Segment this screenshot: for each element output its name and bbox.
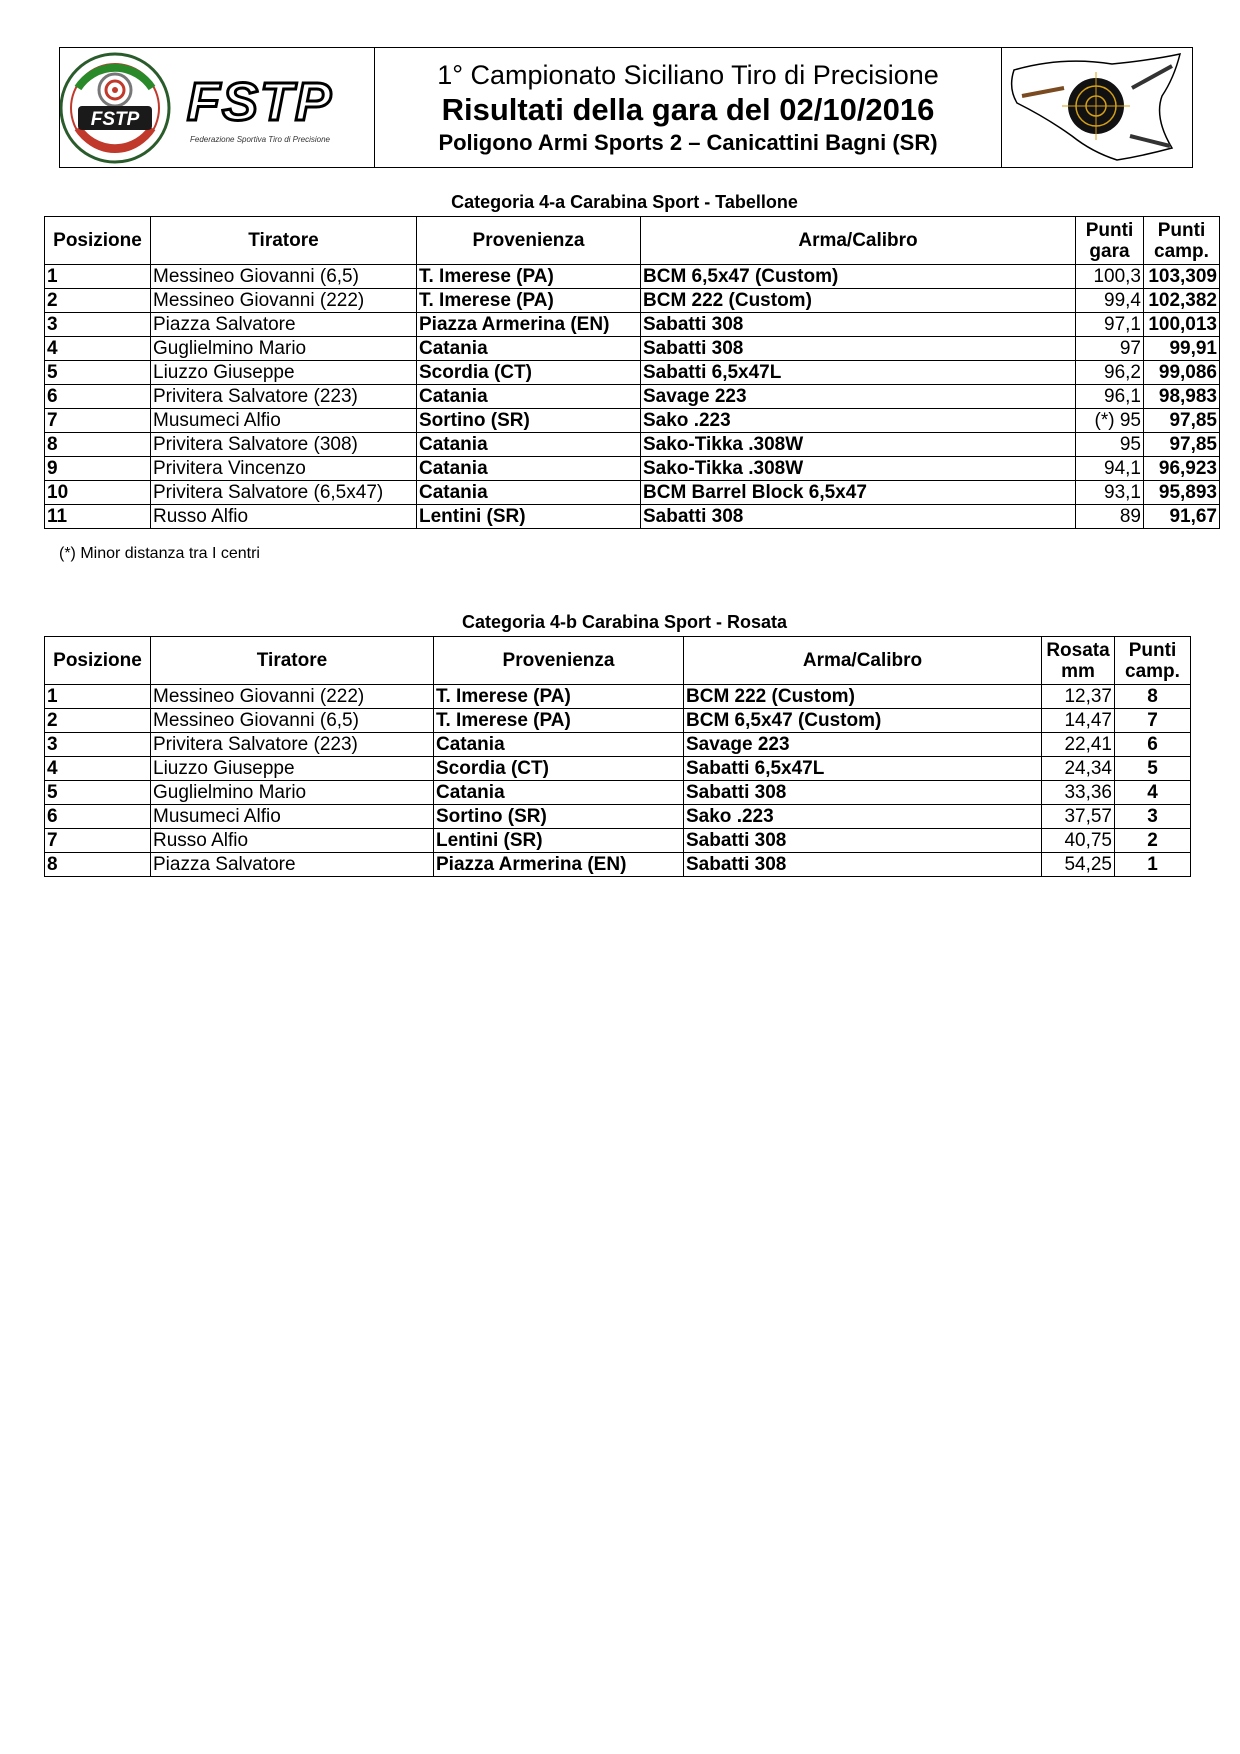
cell-punti-camp: 8 <box>1115 685 1191 709</box>
cell-provenienza: Catania <box>434 733 684 757</box>
table-row <box>45 289 1220 313</box>
fstp-logo-icon <box>60 48 372 167</box>
table-row <box>45 757 1191 781</box>
cell-punti-camp: 7 <box>1115 709 1191 733</box>
cell-arma: Sabatti 6,5x47L <box>641 361 1076 385</box>
table-row <box>45 265 1220 289</box>
cell-posizione: 11 <box>45 505 151 529</box>
header-tiratore: Tiratore <box>151 637 434 685</box>
cell-rosata: 12,37 <box>1042 685 1115 709</box>
header-arma-calibro: Arma/Calibro <box>684 637 1042 685</box>
header-punti-camp: Punti camp. <box>1115 637 1191 685</box>
cell-punti-gara: 96,2 <box>1076 361 1144 385</box>
table-row <box>45 481 1220 505</box>
cell-provenienza: Catania <box>417 385 641 409</box>
cell-punti-gara: 95 <box>1076 433 1144 457</box>
cell-provenienza: Lentini (SR) <box>417 505 641 529</box>
cell-posizione: 6 <box>45 385 151 409</box>
cell-provenienza: Catania <box>417 457 641 481</box>
venue-title: Poligono Armi Sports 2 – Canicattini Bagni (SR) <box>438 129 938 155</box>
cell-posizione: 7 <box>45 409 151 433</box>
cell-rosata: 14,47 <box>1042 709 1115 733</box>
logo-tagline: Federazione Sportiva Tiro di Precisione <box>190 135 330 144</box>
cell-punti-gara: 93,1 <box>1076 481 1144 505</box>
cell-arma: Sabatti 308 <box>684 853 1042 877</box>
cell-punti-gara: 100,3 <box>1076 265 1144 289</box>
cell-arma: Sabatti 308 <box>641 505 1076 529</box>
cell-rosata: 33,36 <box>1042 781 1115 805</box>
table-b-title: Categoria 4-b Carabina Sport - Rosata <box>461 612 788 632</box>
cell-punti-gara: 99,4 <box>1076 289 1144 313</box>
cell-punti-camp: 99,086 <box>1144 361 1220 385</box>
cell-posizione: 1 <box>45 265 151 289</box>
cell-posizione: 5 <box>45 781 151 805</box>
championship-title: 1° Campionato Siciliano Tiro di Precisione <box>437 59 939 90</box>
cell-tiratore: Privitera Salvatore (6,5x47) <box>151 481 417 505</box>
cell-tiratore: Piazza Salvatore <box>151 313 417 337</box>
cell-punti-camp: 102,382 <box>1144 289 1220 313</box>
cell-punti-gara: 97 <box>1076 337 1144 361</box>
table-row <box>45 781 1191 805</box>
header-tiratore: Tiratore <box>151 217 417 265</box>
cell-tiratore: Privitera Vincenzo <box>151 457 417 481</box>
cell-tiratore: Guglielmino Mario <box>151 337 417 361</box>
cell-tiratore: Piazza Salvatore <box>151 853 434 877</box>
cell-tiratore: Messineo Giovanni (6,5) <box>151 709 434 733</box>
cell-tiratore: Privitera Salvatore (308) <box>151 433 417 457</box>
header-provenienza: Provenienza <box>417 217 641 265</box>
cell-posizione: 2 <box>45 709 151 733</box>
cell-arma: BCM 6,5x47 (Custom) <box>641 265 1076 289</box>
cell-arma: Sabatti 308 <box>684 829 1042 853</box>
cell-punti-camp: 6 <box>1115 733 1191 757</box>
table-row <box>45 337 1220 361</box>
table-row <box>45 853 1191 877</box>
cell-provenienza: Piazza Armerina (EN) <box>417 313 641 337</box>
document-header <box>59 47 1193 168</box>
header-posizione: Posizione <box>45 637 151 685</box>
cell-provenienza: T. Imerese (PA) <box>434 709 684 733</box>
cell-arma: Sako-Tikka .308W <box>641 433 1076 457</box>
cell-punti-camp: 96,923 <box>1144 457 1220 481</box>
results-title: Risultati della gara del 02/10/2016 <box>441 91 935 127</box>
cell-punti-camp: 2 <box>1115 829 1191 853</box>
cell-punti-camp: 97,85 <box>1144 409 1220 433</box>
cell-punti-camp: 95,893 <box>1144 481 1220 505</box>
cell-provenienza: T. Imerese (PA) <box>417 265 641 289</box>
header-rosata-mm: Rosata mm <box>1042 637 1115 685</box>
cell-tiratore: Privitera Salvatore (223) <box>151 733 434 757</box>
sicily-target-icon <box>1002 48 1190 167</box>
cell-arma: BCM 6,5x47 (Custom) <box>684 709 1042 733</box>
table-row <box>45 433 1220 457</box>
cell-punti-camp: 3 <box>1115 805 1191 829</box>
cell-tiratore: Guglielmino Mario <box>151 781 434 805</box>
fstp-logo <box>60 48 375 167</box>
cell-tiratore: Liuzzo Giuseppe <box>151 361 417 385</box>
table-a-title: Categoria 4-a Carabina Sport - Tabellone <box>451 192 798 212</box>
cell-rosata: 24,34 <box>1042 757 1115 781</box>
table-row <box>45 709 1191 733</box>
cell-rosata: 22,41 <box>1042 733 1115 757</box>
cell-tiratore: Russo Alfio <box>151 505 417 529</box>
cell-tiratore: Russo Alfio <box>151 829 434 853</box>
cell-punti-camp: 103,309 <box>1144 265 1220 289</box>
results-table-rosata <box>44 636 1191 877</box>
cell-provenienza: Catania <box>417 337 641 361</box>
cell-provenienza: Sortino (SR) <box>434 805 684 829</box>
cell-provenienza: T. Imerese (PA) <box>417 289 641 313</box>
footnote: (*) Minor distanza tra I centri <box>59 545 260 562</box>
cell-arma: Sabatti 308 <box>641 337 1076 361</box>
table-row <box>45 685 1191 709</box>
cell-rosata: 37,57 <box>1042 805 1115 829</box>
cell-tiratore: Messineo Giovanni (222) <box>151 685 434 709</box>
cell-punti-camp: 99,91 <box>1144 337 1220 361</box>
logo-badge-text: FSTP <box>90 109 140 130</box>
table-row <box>45 733 1191 757</box>
table-row <box>45 361 1220 385</box>
cell-punti-gara: 89 <box>1076 505 1144 529</box>
cell-punti-camp: 100,013 <box>1144 313 1220 337</box>
cell-rosata: 40,75 <box>1042 829 1115 853</box>
cell-posizione: 8 <box>45 853 151 877</box>
cell-punti-camp: 98,983 <box>1144 385 1220 409</box>
cell-tiratore: Messineo Giovanni (222) <box>151 289 417 313</box>
cell-punti-camp: 1 <box>1115 853 1191 877</box>
cell-posizione: 3 <box>45 733 151 757</box>
table-row <box>45 409 1220 433</box>
cell-arma: BCM 222 (Custom) <box>684 685 1042 709</box>
cell-arma: BCM 222 (Custom) <box>641 289 1076 313</box>
cell-tiratore: Liuzzo Giuseppe <box>151 757 434 781</box>
cell-posizione: 7 <box>45 829 151 853</box>
table-row <box>45 505 1220 529</box>
cell-provenienza: Catania <box>417 433 641 457</box>
cell-posizione: 6 <box>45 805 151 829</box>
table-row <box>45 805 1191 829</box>
cell-arma: Sabatti 6,5x47L <box>684 757 1042 781</box>
cell-posizione: 5 <box>45 361 151 385</box>
cell-provenienza: T. Imerese (PA) <box>434 685 684 709</box>
cell-provenienza: Scordia (CT) <box>417 361 641 385</box>
cell-posizione: 8 <box>45 433 151 457</box>
cell-tiratore: Privitera Salvatore (223) <box>151 385 417 409</box>
cell-arma: Sako-Tikka .308W <box>641 457 1076 481</box>
logo-wordmark: FSTP <box>186 72 334 132</box>
cell-punti-camp: 91,67 <box>1144 505 1220 529</box>
cell-punti-gara: (*) 95 <box>1076 409 1144 433</box>
cell-arma: Sako .223 <box>684 805 1042 829</box>
cell-arma: Sabatti 308 <box>684 781 1042 805</box>
cell-arma: Savage 223 <box>684 733 1042 757</box>
cell-arma: Sabatti 308 <box>641 313 1076 337</box>
cell-posizione: 9 <box>45 457 151 481</box>
cell-arma: BCM Barrel Block 6,5x47 <box>641 481 1076 505</box>
cell-provenienza: Piazza Armerina (EN) <box>434 853 684 877</box>
table-header-row <box>45 637 1191 685</box>
table-header-row <box>45 217 1220 265</box>
header-punti-gara: Punti gara <box>1076 217 1144 265</box>
cell-tiratore: Musumeci Alfio <box>151 805 434 829</box>
results-table-tabellone <box>44 216 1220 529</box>
sicily-target-logo <box>1001 48 1192 167</box>
cell-punti-camp: 97,85 <box>1144 433 1220 457</box>
cell-punti-gara: 94,1 <box>1076 457 1144 481</box>
cell-punti-gara: 96,1 <box>1076 385 1144 409</box>
cell-tiratore: Musumeci Alfio <box>151 409 417 433</box>
table-row <box>45 457 1220 481</box>
cell-provenienza: Catania <box>417 481 641 505</box>
header-titles <box>375 48 1001 167</box>
cell-punti-camp: 5 <box>1115 757 1191 781</box>
cell-posizione: 4 <box>45 337 151 361</box>
header-arma-calibro: Arma/Calibro <box>641 217 1076 265</box>
cell-tiratore: Messineo Giovanni (6,5) <box>151 265 417 289</box>
cell-punti-camp: 4 <box>1115 781 1191 805</box>
cell-provenienza: Sortino (SR) <box>417 409 641 433</box>
cell-provenienza: Catania <box>434 781 684 805</box>
cell-rosata: 54,25 <box>1042 853 1115 877</box>
cell-provenienza: Scordia (CT) <box>434 757 684 781</box>
header-posizione: Posizione <box>45 217 151 265</box>
header-provenienza: Provenienza <box>434 637 684 685</box>
table-row <box>45 313 1220 337</box>
table-row <box>45 829 1191 853</box>
cell-arma: Sako .223 <box>641 409 1076 433</box>
table-row <box>45 385 1220 409</box>
cell-posizione: 2 <box>45 289 151 313</box>
cell-posizione: 1 <box>45 685 151 709</box>
cell-provenienza: Lentini (SR) <box>434 829 684 853</box>
cell-punti-gara: 97,1 <box>1076 313 1144 337</box>
cell-posizione: 4 <box>45 757 151 781</box>
header-punti-camp: Punti camp. <box>1144 217 1220 265</box>
cell-posizione: 10 <box>45 481 151 505</box>
cell-posizione: 3 <box>45 313 151 337</box>
cell-arma: Savage 223 <box>641 385 1076 409</box>
